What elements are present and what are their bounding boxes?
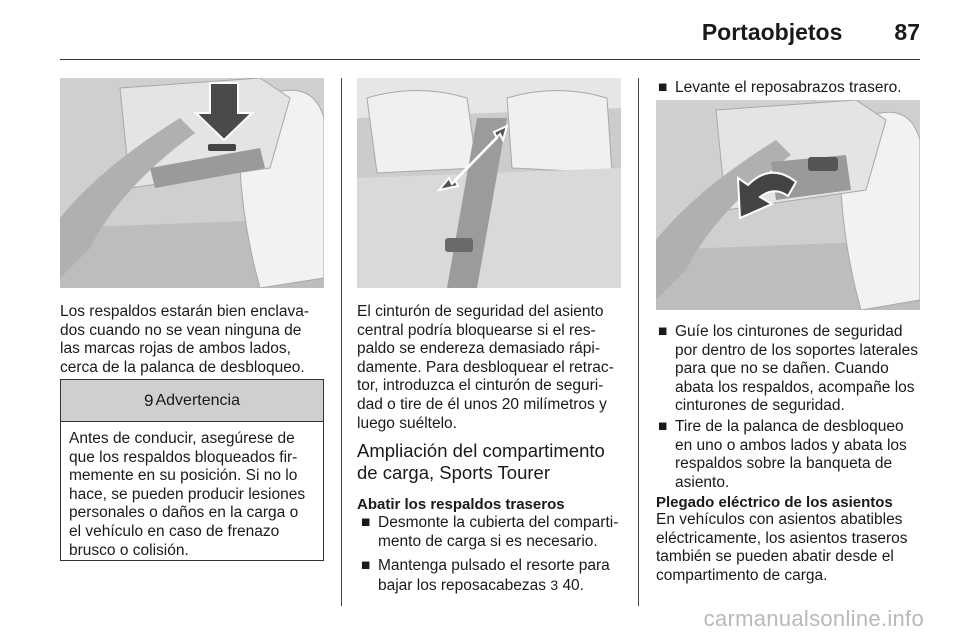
bullet-line: en uno o ambos lados y abata los: [675, 436, 907, 454]
page-title: Portaobjetos: [701, 18, 843, 45]
header-rule: [60, 59, 920, 60]
warning-box: [60, 379, 324, 561]
bullet-line: mento de carga si es necesario.: [378, 532, 598, 550]
bullet-item: [361, 557, 636, 595]
bullet-item: [658, 418, 930, 492]
col1-para-line: dos cuando no se vean ninguna de: [60, 321, 302, 339]
warning-line: el vehículo en caso de frenazo: [69, 522, 280, 540]
col3-para-line: En vehículos con asientos abatibles: [656, 511, 903, 528]
subheading-electric-fold: Plegado eléctrico de los asientos: [656, 494, 893, 511]
bullet-square-icon: ■: [658, 79, 668, 96]
bullet-item: [658, 323, 930, 416]
warning-line: memente en su posición. Si no lo: [69, 467, 298, 485]
section-heading: [357, 440, 632, 484]
bullet-line: abata los respaldos, acompañe los: [675, 378, 915, 396]
warning-title: Advertencia: [155, 391, 240, 409]
col2-para-line: paldo se endereza demasiado rápi-: [357, 340, 600, 358]
col3-paragraph: [656, 511, 931, 585]
warning-line: Antes de conducir, asegúrese de: [69, 430, 295, 447]
col3-para-line: eléctricamente, los asientos traseros: [656, 529, 908, 547]
bullet-square-icon: ■: [658, 418, 668, 435]
watermark: carmanualsonline.info: [703, 606, 924, 631]
figure-seat-release-lever: [60, 78, 324, 288]
bullet-line: respaldos sobre la banqueta de: [675, 455, 893, 473]
page-reference-link[interactable]: 40.: [562, 576, 584, 594]
col1-paragraph: [60, 303, 330, 377]
page-number: 87: [894, 18, 920, 45]
bullet-line: Desmonte la cubierta del comparti-: [378, 514, 619, 531]
warning-header: [61, 380, 323, 422]
warning-line: brusco o colisión.: [69, 541, 189, 559]
col2-para-line: damente. Para desbloquear el retrac-: [357, 358, 614, 376]
col2-para-line: dad o tire de él unos 20 milímetros y: [357, 395, 607, 413]
column-divider-2: [638, 78, 639, 606]
bullet-line: Mantenga pulsado el resorte para: [378, 557, 610, 574]
warning-line: que los respaldos bloqueados fir-: [69, 448, 298, 466]
col2-para-line: El cinturón de seguridad del asiento: [357, 303, 604, 320]
bullet-line: para que no se dañen. Cuando: [675, 360, 889, 378]
col1-para-line: las marcas rojas de ambos lados,: [60, 340, 291, 358]
bullet-square-icon: ■: [361, 557, 371, 574]
bullet-line: Tire de la palanca de desbloqueo: [675, 418, 904, 435]
warning-line: hace, se pueden producir lesiones: [69, 485, 306, 503]
page-header: [702, 14, 920, 50]
figure-armrest-lever: [656, 100, 920, 310]
bullet-text: bajar los reposacabezas: [378, 576, 551, 594]
bullet-line: [378, 576, 636, 596]
col1-para-line: Los respaldos estarán bien enclava-: [60, 303, 310, 320]
bullet-square-icon: ■: [361, 514, 371, 531]
figure-center-seatbelt-art: [357, 78, 621, 288]
col3-para-line: también se pueden abatir desde el: [656, 548, 894, 566]
col2-para-line: luego suéltelo.: [357, 414, 457, 432]
warning-body: [61, 422, 323, 560]
col1-para-line: cerca de la palanca de desbloqueo.: [60, 358, 305, 376]
figure-center-seatbelt: [357, 78, 621, 288]
section-heading-line: Ampliación del compartimento: [357, 440, 605, 461]
bullet-square-icon: ■: [658, 323, 668, 340]
col3-para-line: compartimento de carga.: [656, 566, 828, 584]
warning-line: personales o daños en la carga o: [69, 504, 299, 522]
warning-triangle-icon: 9: [144, 390, 154, 410]
subheading-fold-seats: Abatir los respaldos traseros: [357, 496, 565, 513]
section-heading-line: de carga, Sports Tourer: [357, 462, 550, 483]
figure-seat-release-lever-art: [60, 78, 324, 288]
bullet-item: [361, 514, 636, 551]
col2-para-line: tor, introduzca el cinturón de seguri-: [357, 377, 604, 395]
bullet-line: Guíe los cinturones de seguridad: [675, 323, 903, 340]
bullet-line: por dentro de los soportes laterales: [675, 341, 918, 359]
page-reference-icon[interactable]: 3: [550, 576, 559, 593]
bullet-item: [658, 79, 928, 98]
figure-armrest-lever-art: [656, 100, 920, 310]
bullet-line: asiento.: [675, 473, 730, 491]
bullet-line: cinturones de seguridad.: [675, 397, 845, 415]
col2-paragraph: [357, 303, 632, 433]
bullet-line: Levante el reposabrazos trasero.: [675, 79, 902, 96]
col2-para-line: central podría bloquearse si el res-: [357, 321, 596, 339]
column-divider-1: [341, 78, 342, 606]
